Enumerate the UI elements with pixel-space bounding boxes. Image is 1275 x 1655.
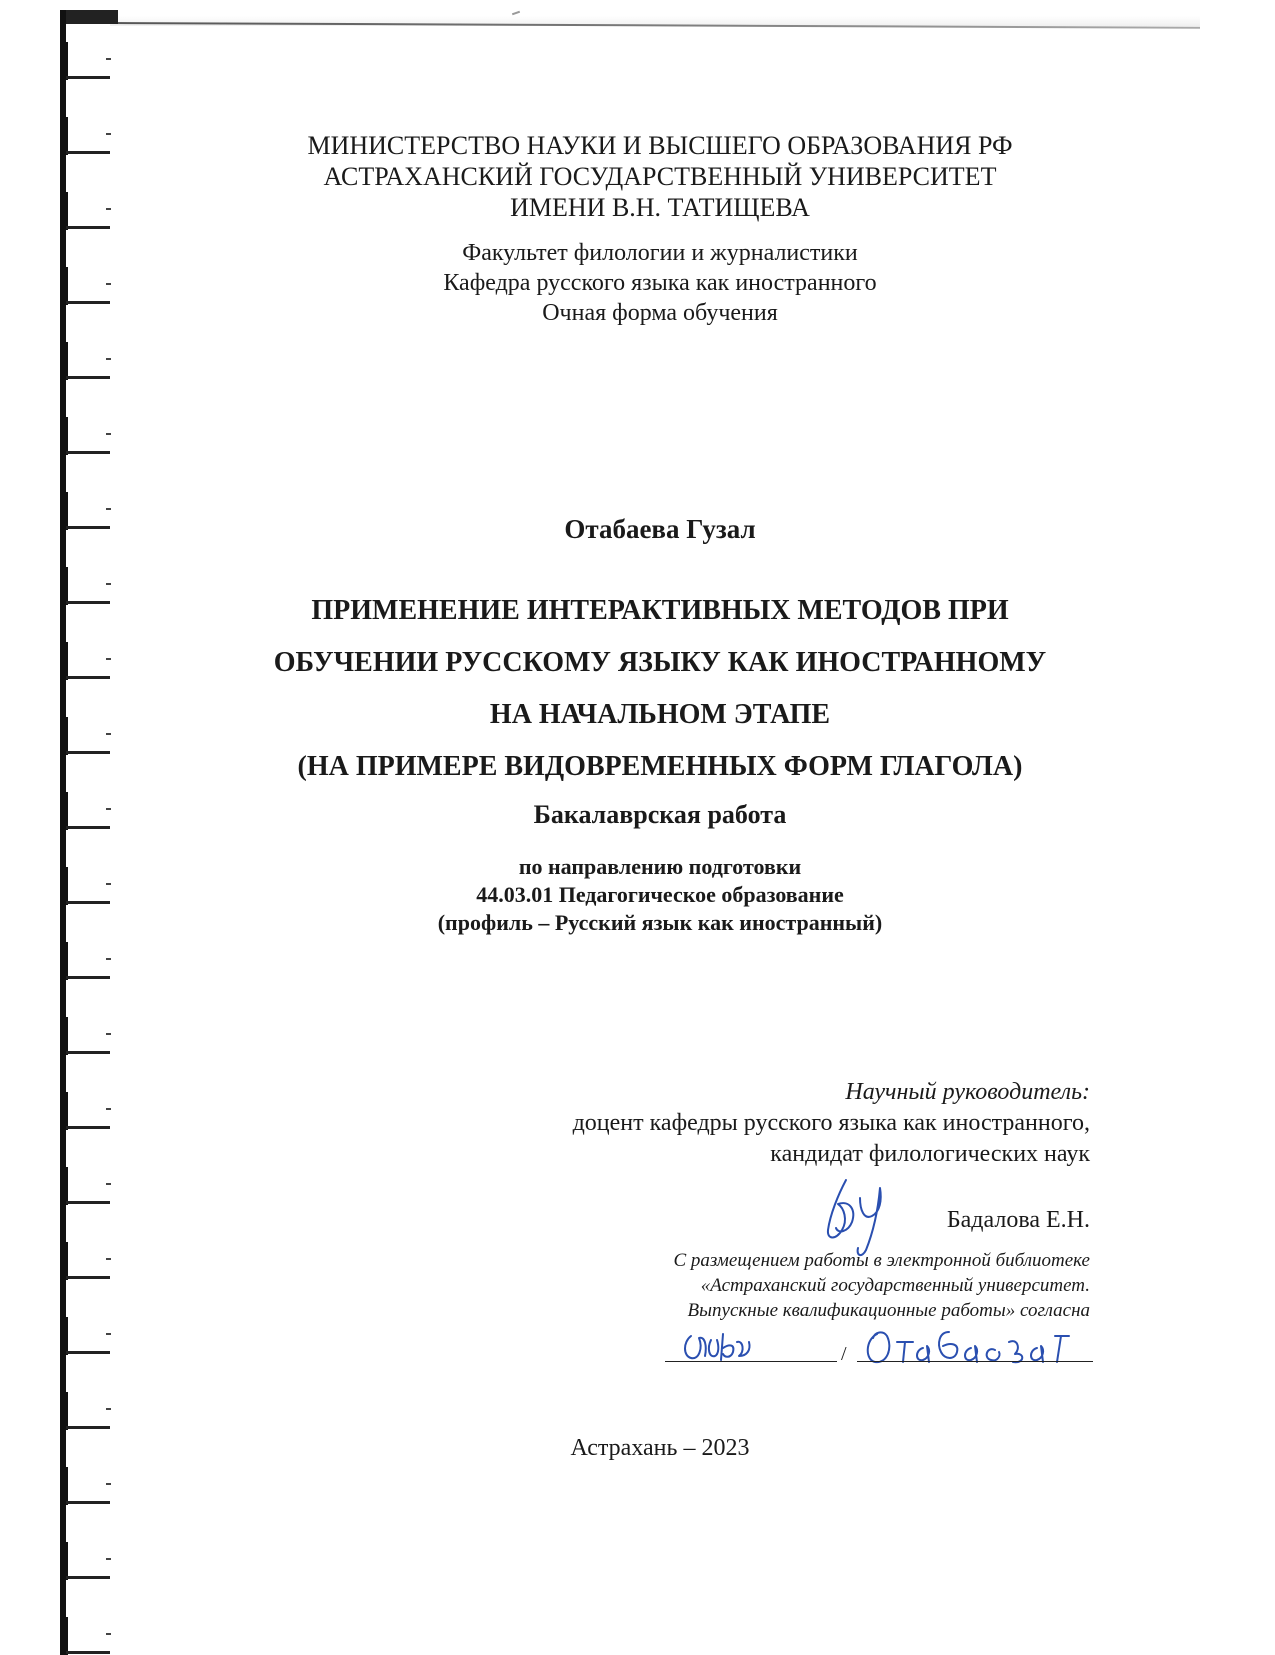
- comb-binding: [60, 10, 118, 1650]
- consent-block: [390, 1248, 1090, 1323]
- consent-line: Выпускные квалификационные работы» согласна: [687, 1300, 1090, 1321]
- direction-label: по направлению подготовки: [518, 854, 802, 879]
- ministry-line: МИНИСТЕРСТВО НАУКИ И ВЫСШЕГО ОБРАЗОВАНИЯ РФ: [307, 131, 1013, 160]
- binding-comb-tooth: [60, 567, 118, 605]
- binding-comb-tooth: [60, 942, 118, 980]
- department-name: Кафедра русского языка как иностранного: [443, 270, 877, 296]
- work-type: Бакалаврская работа: [533, 800, 787, 829]
- supervisor-signature: [808, 1170, 908, 1260]
- thesis-title: [160, 585, 1160, 793]
- supervisor-degree: кандидат филологических наук: [770, 1141, 1090, 1167]
- binding-comb-tooth: [60, 1617, 118, 1655]
- binding-comb-tooth: [60, 1542, 118, 1580]
- binding-comb-tooth: [60, 867, 118, 905]
- title-line: ПРИМЕНЕНИЕ ИНТЕРАКТИВНЫХ МЕТОДОВ ПРИ: [311, 595, 1009, 626]
- university-name-line: ИМЕНИ В.Н. ТАТИЩЕВА: [510, 193, 810, 222]
- consent-line: «Астраханский государственный университет.: [700, 1275, 1090, 1296]
- direction-profile: (профиль – Русский язык как иностранный): [437, 910, 883, 935]
- title-line: НА НАЧАЛЬНОМ ЭТАПЕ: [489, 699, 831, 730]
- signature-separator: /: [841, 1343, 847, 1365]
- direction-block: [160, 853, 1160, 937]
- direction-code: 44.03.01 Педагогическое образование: [476, 882, 844, 907]
- binding-comb-tooth: [60, 42, 118, 80]
- binding-comb-tooth: [60, 267, 118, 305]
- title-line: (НА ПРИМЕРЕ ВИДОВРЕМЕННЫХ ФОРМ ГЛАГОЛА): [297, 751, 1023, 782]
- student-signature: [677, 1322, 757, 1366]
- faculty-name: Факультет филологии и журналистики: [462, 240, 858, 266]
- supervisor-position: доцент кафедры русского языка как иностранного,: [572, 1110, 1090, 1136]
- binding-comb-tooth: [60, 1092, 118, 1130]
- supervisor-heading: Научный руководитель:: [845, 1079, 1090, 1105]
- title-line: ОБУЧЕНИИ РУССКОМУ ЯЗЫКУ КАК ИНОСТРАННОМУ: [273, 647, 1047, 678]
- supervisor-name: Бадалова Е.Н.: [946, 1207, 1090, 1233]
- binding-comb-tooth: [60, 1467, 118, 1505]
- name-underline: [857, 1361, 1093, 1362]
- study-form: Очная форма обучения: [542, 300, 778, 326]
- binding-comb-tooth: [60, 492, 118, 530]
- binding-comb-tooth: [60, 192, 118, 230]
- binding-comb-tooth: [60, 1317, 118, 1355]
- ministry-header: [160, 130, 1160, 223]
- consent-line: С размещением работы в электронной библиотеке: [673, 1250, 1090, 1271]
- binding-comb-tooth: [60, 1167, 118, 1205]
- binding-comb-tooth: [60, 1017, 118, 1055]
- binding-comb-tooth: [60, 717, 118, 755]
- city-year: Астрахань – 2023: [570, 1435, 750, 1461]
- author-name: Отабаева Гузал: [564, 514, 756, 544]
- binding-comb-tooth: [60, 792, 118, 830]
- consent-signature-row: [665, 1322, 1093, 1370]
- binding-comb-tooth: [60, 1392, 118, 1430]
- signature-underline: [665, 1361, 837, 1362]
- binding-comb-tooth: [60, 417, 118, 455]
- binding-comb-tooth: [60, 342, 118, 380]
- university-line: АСТРАХАНСКИЙ ГОСУДАРСТВЕННЫЙ УНИВЕРСИТЕТ: [323, 162, 997, 191]
- scan-speck: [512, 11, 520, 16]
- faculty-block: [160, 238, 1160, 328]
- supervisor-block: [390, 1077, 1090, 1170]
- binding-top-block: [60, 10, 118, 24]
- binding-comb-tooth: [60, 1242, 118, 1280]
- binding-comb-tooth: [60, 642, 118, 680]
- binding-comb-tooth: [60, 117, 118, 155]
